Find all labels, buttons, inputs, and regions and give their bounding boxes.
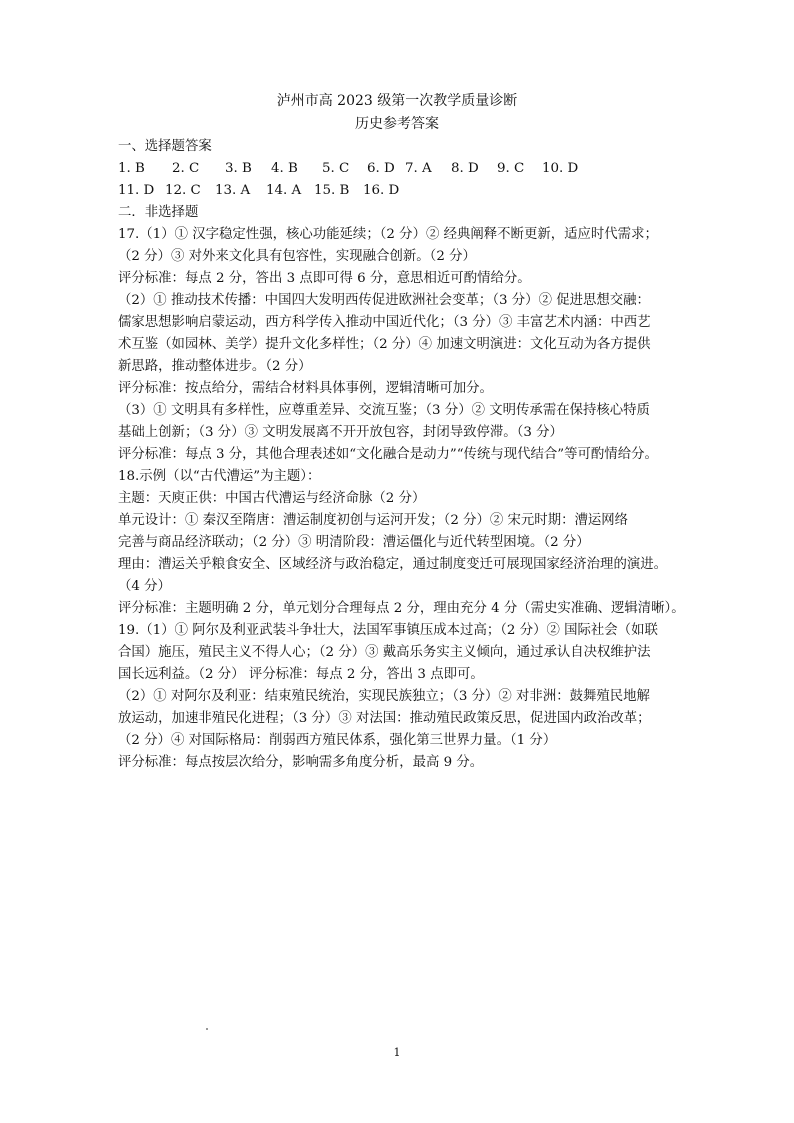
text-line: 评分标准：主题明确 2 分，单元划分合理每点 2 分，理由充分 4 分（需史实准确、逻辑清晰）。 <box>118 601 685 616</box>
answer-item: 14. A <box>266 183 302 198</box>
answer-item: 9. C <box>497 161 525 176</box>
document-body <box>118 136 698 774</box>
text-line: 基础上创新；（3 分）③ 文明发展离不开开放包容，封闭导致停滞。（3 分） <box>118 425 563 440</box>
text-line: 17.（1）① 汉字稳定性强，核心功能延续；（2 分）② 经典阐释不断更新，适应时代需求； <box>118 227 658 242</box>
text-line: （3）① 文明具有多样性，应尊重差异、交流互鉴；（3 分）② 文明传承需在保持核心特质 <box>118 403 650 418</box>
text-line: 国长远利益。（2 分） 评分标准：每点 2 分，答出 3 点即可。 <box>118 667 484 682</box>
answer-item: 4. B <box>271 161 298 176</box>
answer-row-2 <box>118 180 698 202</box>
text-line: （4 分） <box>118 579 171 594</box>
text-line: 评分标准：每点 3 分，其他合理表述如“文化融合是动力”“传统与现代结合”等可酌情给分。 <box>118 447 658 462</box>
answer-item: 13. A <box>215 183 251 198</box>
section-heading-nonchoice: 二．非选择题 <box>118 205 199 220</box>
scan-speck <box>206 1028 208 1030</box>
text-line: 合国）施压，殖民主义不得人心；（2 分）③ 戴高乐务实主义倾向，通过承认自决权维护法 <box>118 645 651 660</box>
text-line: 理由：漕运关乎粮食安全、区域经济与政治稳定，通过制度变迁可展现国家经济治理的演进。 <box>118 557 668 572</box>
document-subtitle: 历史参考答案 <box>355 116 439 132</box>
answer-item: 15. B <box>314 183 350 198</box>
text-line: 评分标准：按点给分，需结合材料具体事例，逻辑清晰可加分。 <box>118 381 493 396</box>
answer-item: 11. D <box>118 183 155 198</box>
answer-row-1 <box>118 158 698 180</box>
section-heading-choice: 一、选择题答案 <box>118 139 212 154</box>
answer-item: 7. A <box>405 161 432 176</box>
text-line: 术互鉴（如园林、美学）提升文化多样性；（2 分）④ 加速文明演进：文化互动为各方提供 <box>118 337 651 352</box>
answer-item: 8. D <box>451 161 479 176</box>
text-line: 完善与商品经济联动；（2 分）③ 明清阶段：漕运僵化与近代转型困境。（2 分） <box>118 535 590 550</box>
page-number: 1 <box>393 1046 401 1059</box>
text-line: 放运动，加速非殖民化进程；（3 分）③ 对法国：推动殖民政策反思，促进国内政治改革； <box>118 711 651 726</box>
answer-item: 3. B <box>225 161 252 176</box>
text-line: 儒家思想影响启蒙运动，西方科学传入推动中国近代化；（3 分）③ 丰富艺术内涵：中西艺 <box>118 315 651 330</box>
text-line: （2）① 推动技术传播：中国四大发明西传促进欧洲社会变革；（3 分）② 促进思想交融： <box>118 293 650 308</box>
text-line: 主题：天庾正供：中国古代漕运与经济命脉（2 分） <box>118 491 426 506</box>
document-title: 泸州市高 2023 级第一次教学质量诊断 <box>276 93 518 109</box>
answer-item: 16. D <box>363 183 400 198</box>
answer-item: 1. B <box>118 161 145 176</box>
text-line: 评分标准：每点 2 分，答出 3 点即可得 6 分，意思相近可酌情给分。 <box>118 271 531 286</box>
text-line: 新思路，推动整体进步。（2 分） <box>118 359 312 374</box>
answer-item: 12. C <box>165 183 201 198</box>
answer-item: 6. D <box>367 161 395 176</box>
text-line: （2 分）③ 对外来文化具有包容性，实现融合创新。（2 分） <box>118 249 476 264</box>
answer-item: 5. C <box>322 161 350 176</box>
text-line: 评分标准：每点按层次给分，影响需多角度分析，最高 9 分。 <box>118 755 484 770</box>
text-line: （2）① 对阿尔及利亚：结束殖民统治，实现民族独立；（3 分）② 对非洲：鼓舞殖民地解 <box>118 689 650 704</box>
text-line: 单元设计：① 秦汉至隋唐：漕运制度初创与运河开发；（2 分）② 宋元时期：漕运网络 <box>118 513 629 528</box>
text-line: （2 分）④ 对国际格局：削弱西方殖民体系，强化第三世界力量。（1 分） <box>118 733 557 748</box>
answer-item: 2. C <box>172 161 200 176</box>
answer-item: 10. D <box>542 161 579 176</box>
text-line: 18.示例（以“古代漕运”为主题）： <box>118 469 321 484</box>
text-line: 19.（1）① 阿尔及利亚武装斗争壮大，法国军事镇压成本过高；（2 分）② 国际社会（如联 <box>118 623 658 638</box>
